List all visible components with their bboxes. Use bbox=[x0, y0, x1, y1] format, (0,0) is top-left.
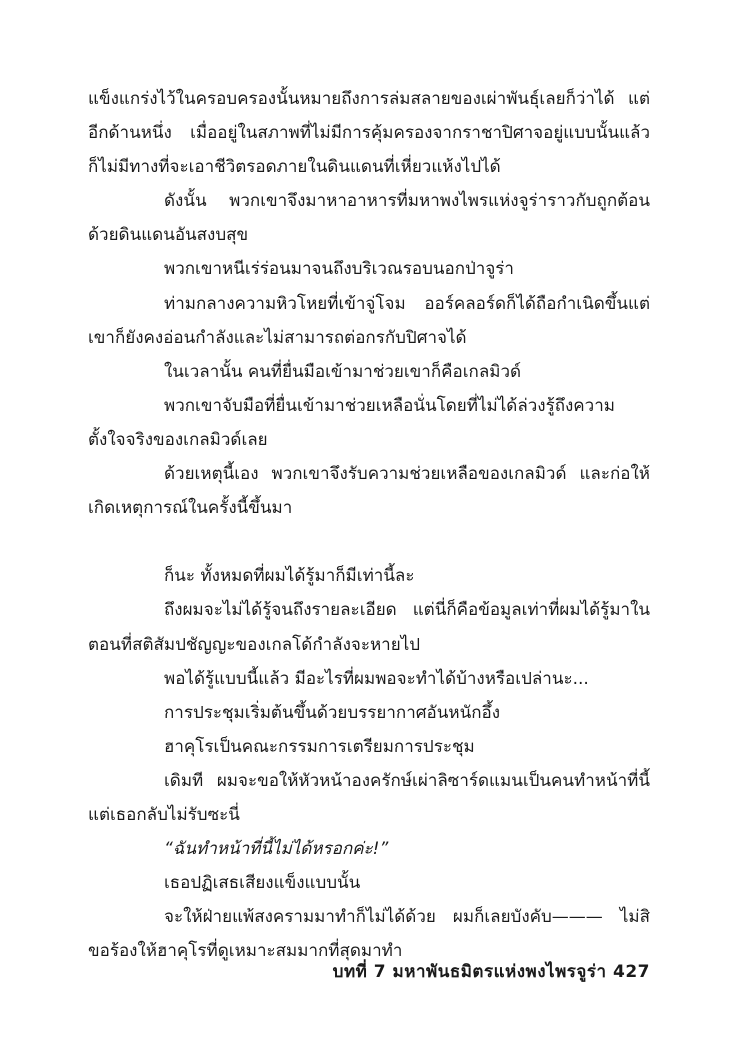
paragraph: ฮาคุโรเป็นคณะกรรมการเตรียมการประชุม bbox=[164, 736, 475, 757]
paragraph: ถึงผมจะไม่ได้รู้จนถึงรายละเอียด แต่นี่ก็คือข้อมูลเท่าที่ผมได้รู้มาในตอนที่สติสัมปชัญญะของเกลโด้กำลังจะหายไป bbox=[88, 600, 650, 655]
paragraph: พวกเขาจับมือที่ยื่นเข้ามาช่วยเหลือนั่นโดยที่ไม่ได้ล่วงรู้ถึงความตั้งใจจริงของเกลมิวด์เลย bbox=[88, 395, 615, 450]
section-break bbox=[88, 525, 650, 559]
paragraph: พวกเขาหนีเร่ร่อนมาจนถึงบริเวณรอบนอกป่าจูร่า bbox=[164, 259, 514, 280]
chapter-title: บทที่ 7 มหาพันธมิตรแห่งพงไพรจูร่า bbox=[332, 962, 607, 982]
paragraph: ก็นะ ทั้งหมดที่ผมได้รู้มาก็มีเท่านี้ละ bbox=[164, 566, 415, 587]
page-number: 427 bbox=[613, 962, 650, 982]
paragraph: ดังนั้น พวกเขาจึงมาหาอาหารที่มหาพงไพรแห่งจูร่าราวกับถูกต้อนด้วยดินแดนอันสงบสุข bbox=[88, 191, 650, 246]
page-footer bbox=[333, 958, 650, 985]
paragraph: การประชุมเริ่มต้นขึ้นด้วยบรรยากาศอันหนักอึ้ง bbox=[164, 702, 501, 723]
quoted-dialogue: “ฉันทำหน้าที่นี้ไม่ได้หรอกค่ะ!” bbox=[164, 839, 389, 860]
paragraph: พอได้รู้แบบนี้แล้ว มีอะไรที่ผมพอจะทำได้บ้างหรือเปล่านะ... bbox=[164, 668, 589, 689]
paragraph: แข็งแกร่งไว้ในครอบครองนั้นหมายถึงการล่มสลายของเผ่าพันธุ์เลยก็ว่าได้ แต่อีกด้านหนึ่ง เมื่ออยู่ในสภาพที่ไม่มีการคุ้มครองจากราชาปิศาจอยู่แบบนั้นแล้ว ก็ไม่มีทางที่จะเอาชีวิตรอดภายในดินแดนที่เหี่ยวแห้งไปได้ bbox=[88, 89, 650, 178]
paragraph: ด้วยเหตุนี้เอง พวกเขาจึงรับความช่วยเหลือของเกลมิวด์ และก่อให้เกิดเหตุการณ์ในครั้งนี้ขึ้นมา bbox=[88, 464, 650, 519]
paragraph: ในเวลานั้น คนที่ยื่นมือเข้ามาช่วยเขาก็คือเกลมิวด์ bbox=[164, 361, 522, 382]
paragraph: ท่ามกลางความหิวโหยที่เข้าจู่โจม ออร์คลอร์ดก็ได้ถือกำเนิดขึ้นแต่เขาก็ยังคงอ่อนกำลังและไม่สามารถต่อกรกับปิศาจได้ bbox=[88, 293, 650, 348]
paragraph: จะให้ฝ่ายแพ้สงครามมาทำก็ไม่ได้ด้วย ผมก็เลยบังคับ——— ไม่สิ ขอร้องให้ฮาคุโรที่ดูเหมาะสมมากที่สุดมาทำ bbox=[88, 907, 650, 962]
paragraph: เธอปฏิเสธเสียงแข็งแบบนั้น bbox=[164, 873, 361, 894]
paragraph: เดิมที ผมจะขอให้หัวหน้าองครักษ์เผ่าลิซาร์ดแมนเป็นคนทำหน้าที่นี้ แต่เธอกลับไม่รับซะนี่ bbox=[88, 770, 650, 825]
body-text bbox=[88, 82, 650, 968]
